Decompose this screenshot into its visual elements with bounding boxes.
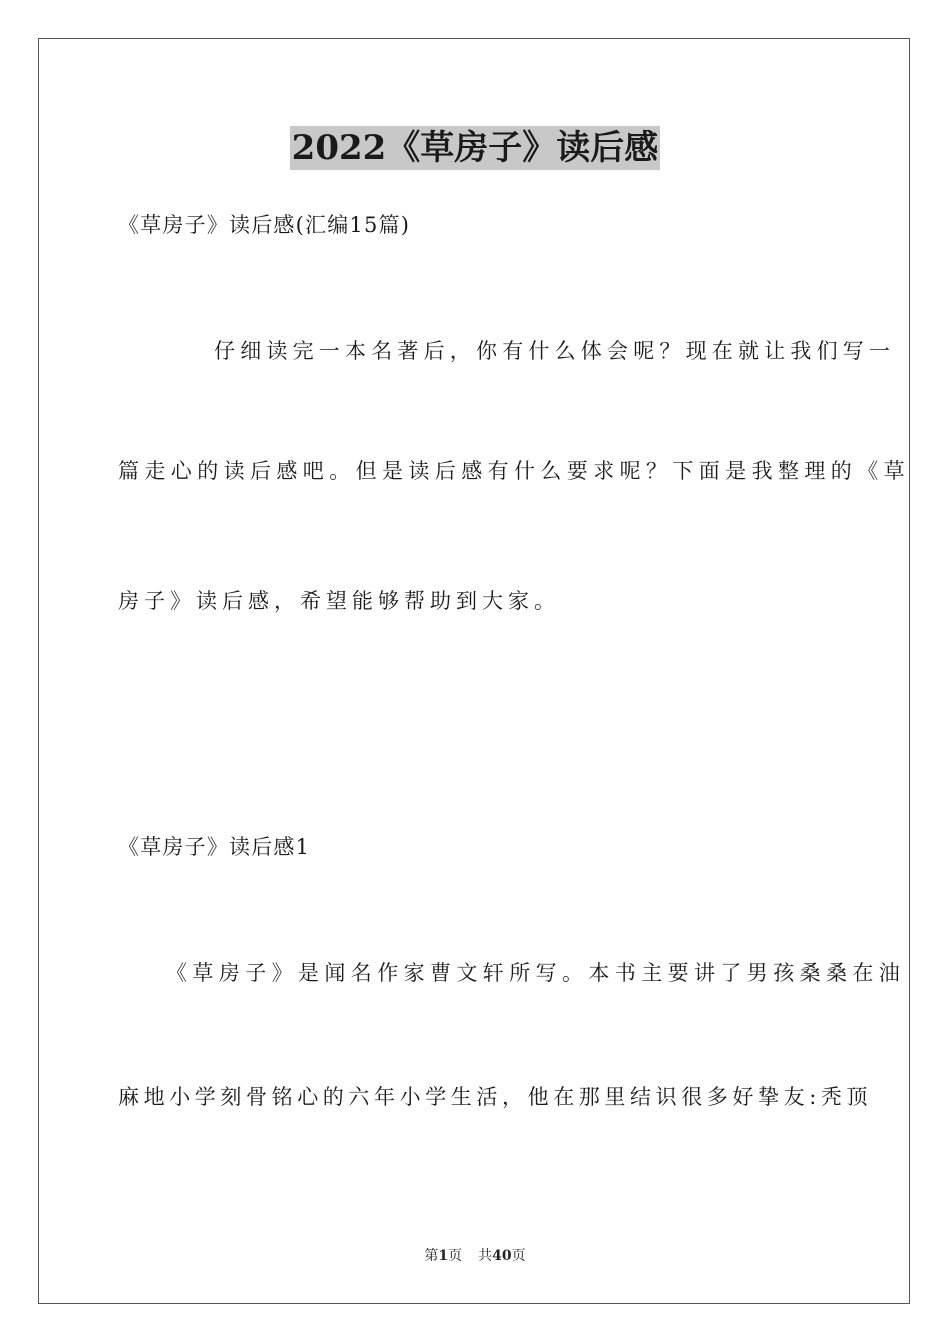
page-number: 1 bbox=[438, 1248, 449, 1264]
page-prefix: 第 bbox=[424, 1248, 439, 1264]
total-prefix: 共 bbox=[478, 1248, 493, 1264]
intro-paragraph-line-1: 仔细读完一本名著后，你有什么体会呢？现在就让我们写一 bbox=[214, 339, 896, 363]
title-container bbox=[0, 126, 950, 170]
intro-paragraph-line-2: 篇走心的读后感吧。但是读后感有什么要求呢？下面是我整理的《草 bbox=[118, 459, 910, 483]
page-footer bbox=[0, 1246, 950, 1266]
document-title: 2022《草房子》读后感 bbox=[291, 128, 659, 168]
section-1-heading: 《草房子》读后感1 bbox=[118, 835, 311, 859]
intro-paragraph-line-3: 房子》读后感，希望能够帮助到大家。 bbox=[118, 589, 560, 613]
total-pages: 40 bbox=[492, 1248, 512, 1264]
page-suffix: 页 bbox=[448, 1248, 463, 1264]
section-1-line-2: 麻地小学刻骨铭心的六年小学生活，他在那里结识很多好挚友:秃顶 bbox=[118, 1085, 873, 1109]
section-1-line-1: 《草房子》是闻名作家曹文轩所写。本书主要讲了男孩桑桑在油 bbox=[166, 961, 906, 985]
document-subtitle: 《草房子》读后感(汇编15篇) bbox=[118, 213, 411, 237]
total-suffix: 页 bbox=[511, 1248, 526, 1264]
